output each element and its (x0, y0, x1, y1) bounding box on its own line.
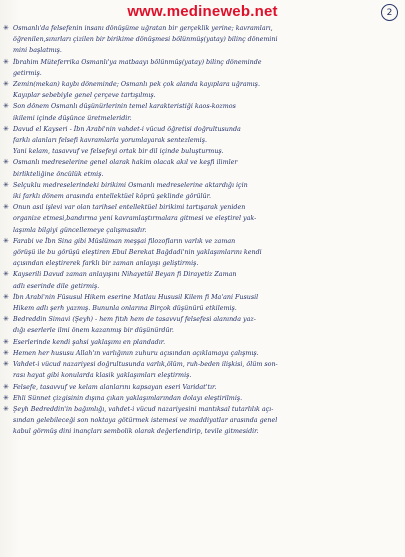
note-line: Hemen her hususu Allah'ın varlığının zuhuru açısından açıklamaya çalışmış. (13, 349, 259, 357)
asterisk-bullet-icon: ✳ (3, 360, 9, 369)
asterisk-bullet-icon: ✳ (3, 236, 9, 245)
note-item (3, 404, 401, 438)
note-line: organize etmesi,bandırma yeni kavramlaştırmalara gitmesi ve eleştirel yak- (13, 215, 257, 223)
note-line: rası hayat gibi konularda klasik yaklaşımları eleştirmiş. (13, 372, 192, 380)
note-item (3, 393, 401, 404)
note-line: kabul görmüş dini inançları sembolik olarak değerlendirip, tevile gitmesidir. (13, 428, 259, 436)
asterisk-bullet-icon: ✳ (3, 180, 9, 189)
note-line: farklı alanları felsefi kavramlarla yorumlayarak sentezlemiş. (13, 137, 207, 145)
note-line: ikilemi içinde düşünce üretmeleridir. (13, 114, 132, 122)
note-line: Selçuklu medreselerindeki birikimi Osmanlı medreselerine aktardığı için (13, 181, 248, 189)
note-item (3, 269, 401, 291)
page-number: 2 (381, 4, 398, 21)
note-line: laşımla bilgiyi güncellemeye çalışmasıdır. (13, 226, 147, 234)
asterisk-bullet-icon: ✳ (3, 24, 9, 32)
asterisk-bullet-icon: ✳ (3, 393, 9, 402)
note-line: Hikem adlı şerh yazmış. Bununla onlarına Birçok düşünürü etkilemiş. (13, 305, 237, 313)
note-line: görüşü ile bu görüşü eleştiren Ebul Berekat Bağdadi'nin yaklaşımlarını kendi (13, 249, 262, 257)
note-line: açısından eleştirerek farklı bir zaman anlayışı geliştirmiş. (13, 260, 199, 268)
asterisk-bullet-icon: ✳ (3, 102, 9, 111)
note-line: Kayserili Davud zaman anlayışını Nihayetül Beyan fi Dirayetiz Zaman (13, 271, 237, 279)
asterisk-bullet-icon: ✳ (3, 404, 9, 413)
note-line: Vahdet-i vücud nazariyesi doğrultusunda varlık,ölüm, ruh-beden ilişkisi, ölüm son- (13, 361, 278, 369)
asterisk-bullet-icon: ✳ (3, 158, 9, 167)
asterisk-bullet-icon: ✳ (3, 80, 9, 89)
note-item (3, 202, 401, 236)
note-item (3, 292, 401, 314)
note-item (3, 359, 401, 381)
note-line: Osmanlı medreselerine genel olarak hakim olacak akıl ve keşfi ilimler (13, 159, 238, 167)
note-item (3, 124, 401, 158)
asterisk-bullet-icon: ✳ (3, 337, 9, 346)
asterisk-bullet-icon: ✳ (3, 315, 9, 324)
note-line: birlikteliğine öncülük etmiş. (13, 170, 104, 178)
note-line: iki farklı dönem arasında entellektüel köprü şeklinde görülür. (13, 193, 211, 201)
note-line: Onun asıl işlevi var olan tarihsel entellektüel birikimi tartışarak yeniden (13, 204, 246, 212)
note-item (3, 23, 401, 57)
note-item (3, 57, 401, 79)
note-line: Ehli Sünnet çizgisinin dışına çıkan yaklaşımlarından dolayı eleştirilmiş. (13, 394, 243, 402)
note-line: Şeyh Bedreddin'in bağımlığı, vahdet-i vücud nazariyesini mantıksal tutarlılık açı- (13, 405, 274, 413)
note-line: öğrenilen,sınırları çizilen bir birikime dönüşmesi bölünmüş(yatay) bilinç dönemini (13, 36, 278, 44)
note-item (3, 382, 401, 393)
note-item (3, 337, 401, 348)
asterisk-bullet-icon: ✳ (3, 57, 9, 66)
website-watermark: www.medineweb.net (127, 3, 278, 20)
note-item (3, 101, 401, 123)
asterisk-bullet-icon: ✳ (3, 292, 9, 301)
note-line: adlı eserinde dile getirmiş. (13, 282, 100, 290)
note-line: sından gelebileceği son noktaya götürmek istemesi ve maddiyatlar arasında genel (13, 417, 278, 425)
note-line: Davud el Kayseri - İbn Arabi'nin vahdet-i vücud öğretisi doğrultusunda (13, 125, 241, 133)
note-line: Eserlerinde kendi şahsi yaklaşımı en plandadır. (13, 338, 166, 346)
note-item (3, 180, 401, 202)
asterisk-bullet-icon: ✳ (3, 124, 9, 133)
note-line: Yani kelam, tasavvuf ve felsefeyi ortak bir dil içinde buluşturmuş. (13, 148, 224, 156)
asterisk-bullet-icon: ✳ (3, 348, 9, 357)
note-item (3, 157, 401, 179)
note-line: Osmanlı'da felsefenin insanı dönüşüme uğratan bir gerçeklik yerine; kavramları, (13, 25, 273, 32)
note-line: Son dönem Osmanlı düşünürlerinin temel karakteristiği kaos-kozmos (13, 103, 236, 111)
asterisk-bullet-icon: ✳ (3, 270, 9, 279)
note-item (3, 314, 401, 336)
note-line: Zemin(mekan) kaybı döneminde; Osmanlı pek çok alanda kayıplara uğramış. (13, 81, 260, 89)
note-line: dığı eserlerle ilmi önem kazanmış bir düşünürdür. (13, 327, 174, 335)
note-line: mini başlatmış. (13, 47, 62, 55)
note-line: Felsefe, tasavvuf ve kelam alanlarını kapsayan eseri Varidat'tır. (13, 383, 217, 391)
note-line: getirmiş. (13, 69, 42, 77)
note-line: Bedreddin Simavi (Şeyh) - hem fıtıh hem de tasavvuf felsefesi alanında yaz- (13, 316, 256, 324)
note-line: İbrahim Müteferrika Osmanlı'ya matbaayı bölünmüş(yatay) bilinç döneminde (13, 58, 262, 66)
handwritten-notes (3, 23, 401, 438)
note-line: Farabi ve İbn Sina gibi Müslüman meşşai filozofların varlık ve zaman (13, 237, 236, 245)
note-line: Kayıplar sebebiyle genel çerçeve tartışılmış. (13, 92, 156, 100)
note-item (3, 236, 401, 270)
note-item (3, 79, 401, 101)
note-item (3, 348, 401, 359)
note-line: İbn Arabi'nin Füsusul Hikem eserine Matlau Hususil Kilem fi Ma'ani Fususil (13, 293, 259, 301)
asterisk-bullet-icon: ✳ (3, 382, 9, 391)
asterisk-bullet-icon: ✳ (3, 203, 9, 212)
